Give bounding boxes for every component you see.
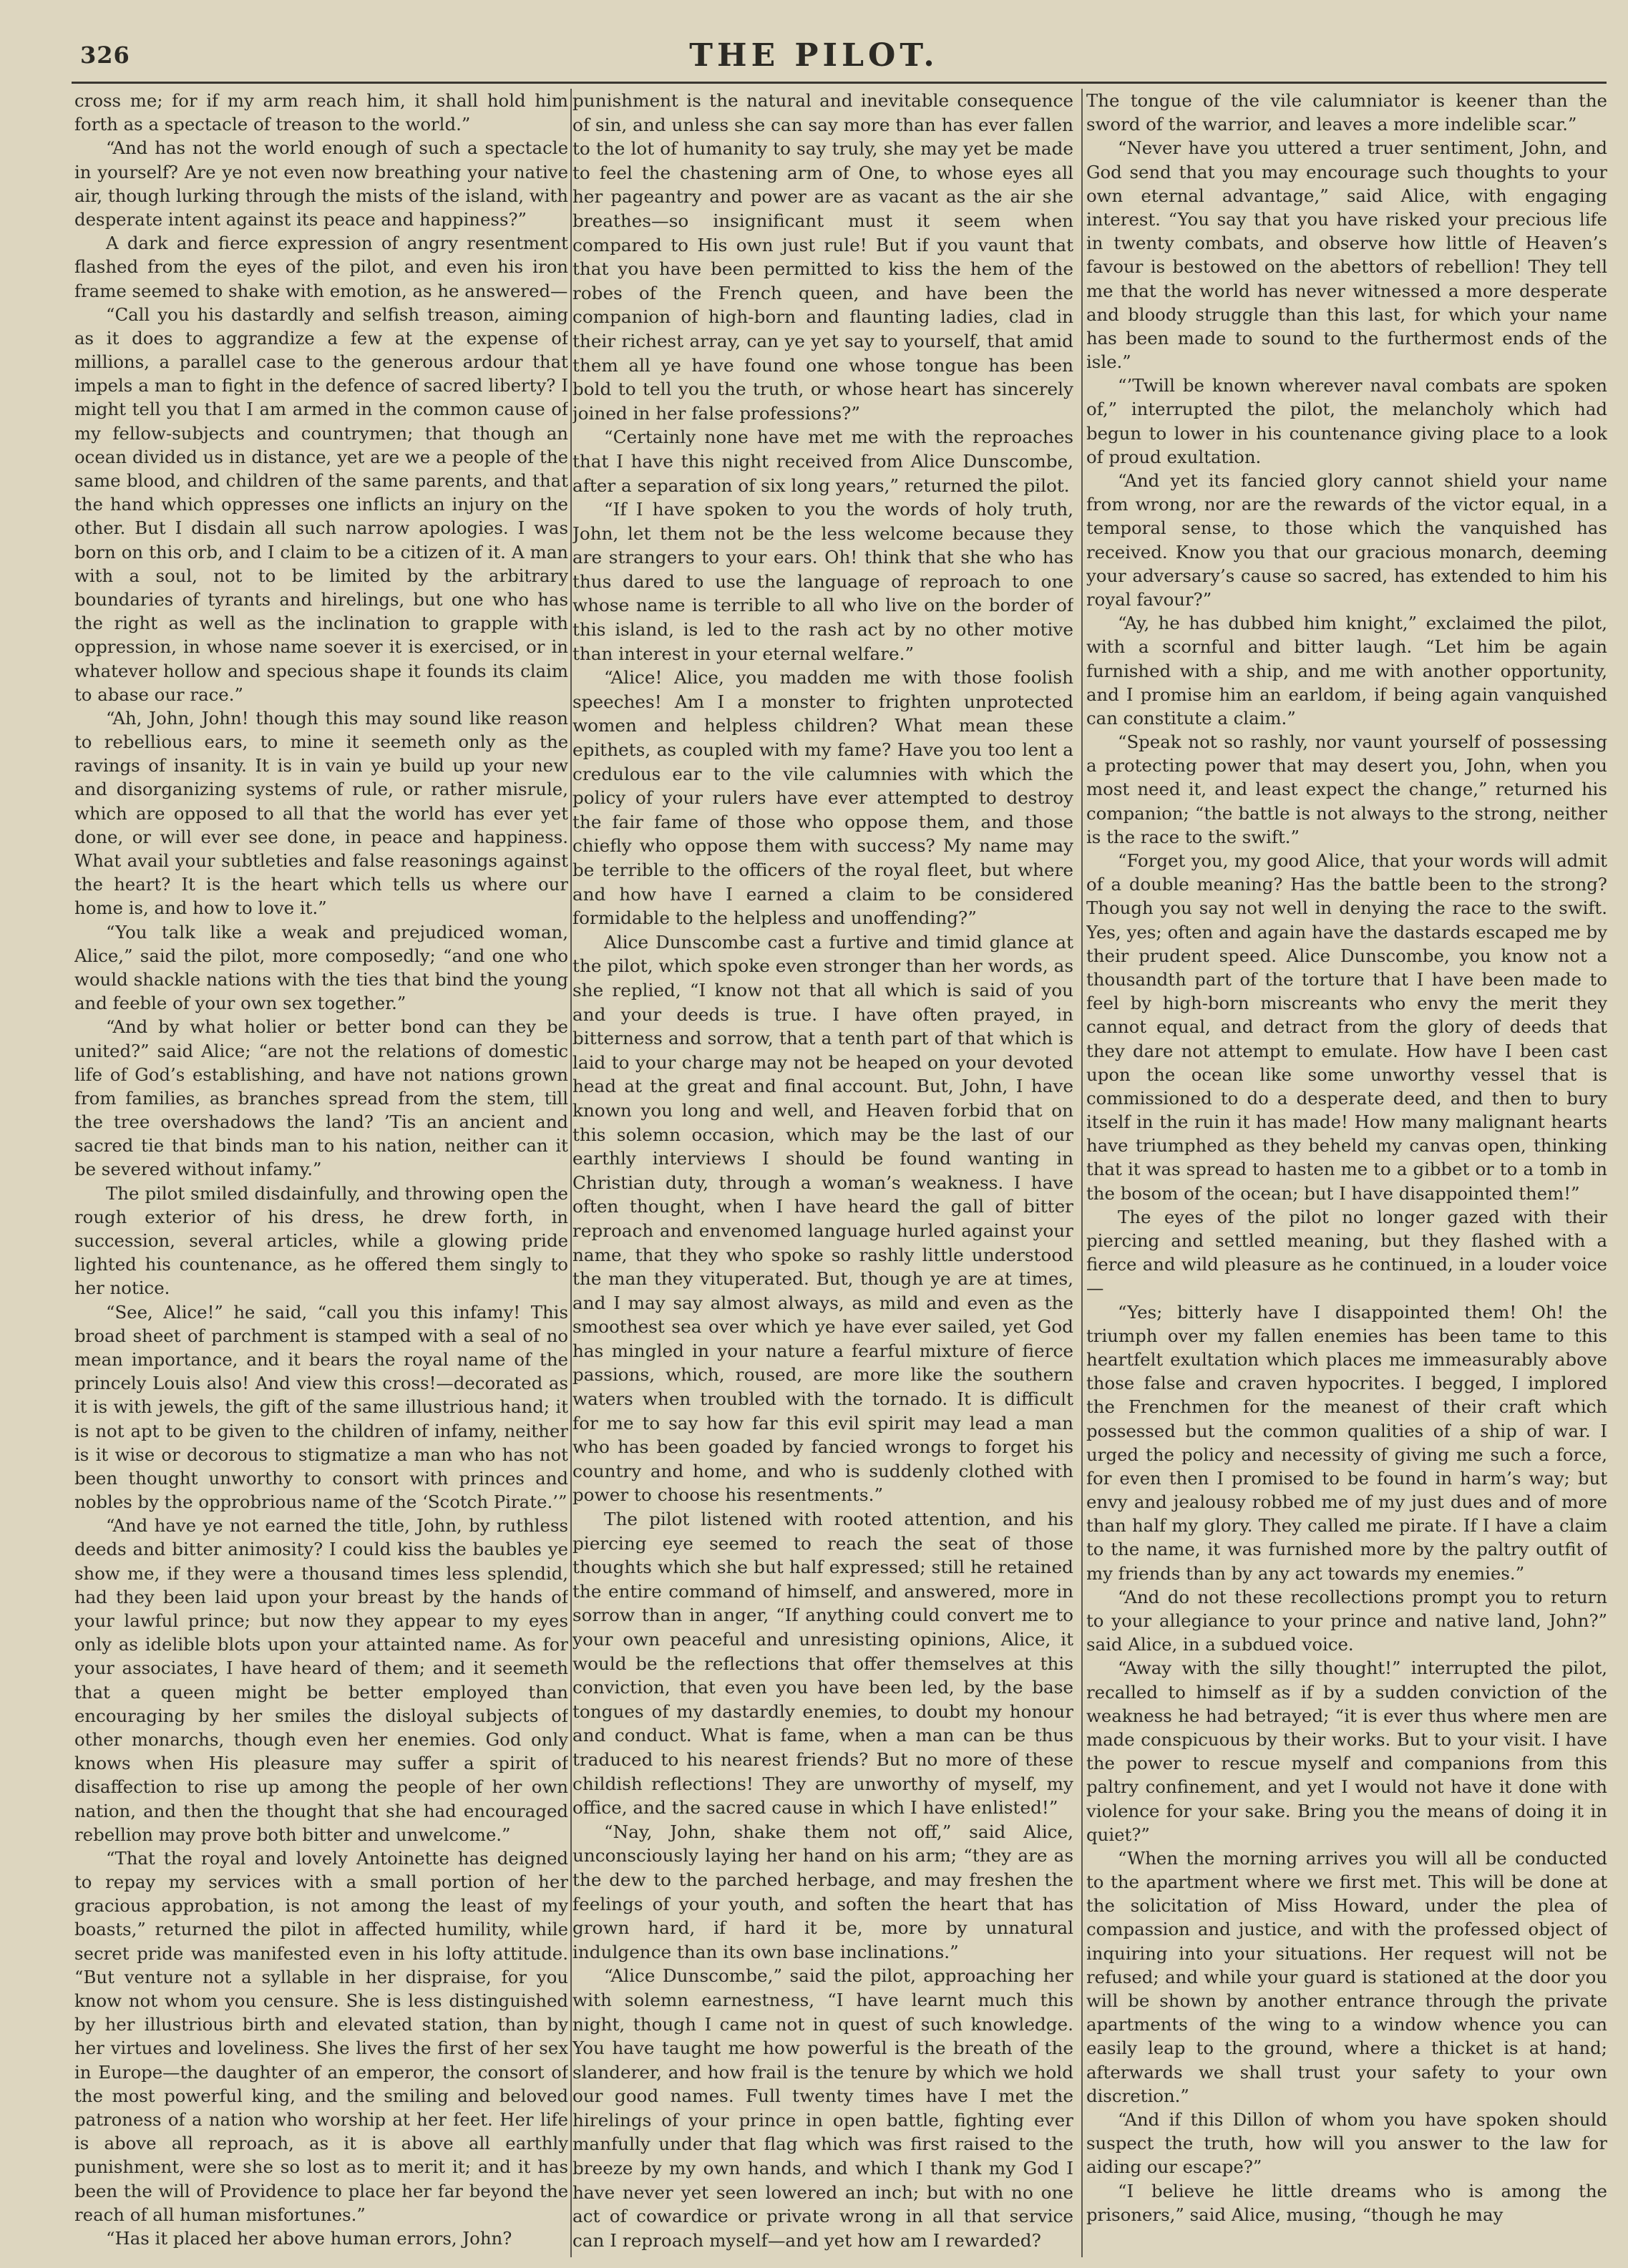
paragraph: “And by what holier or better bond can they be united?” said Alice; “are not the relations of domestic life of God’s establishing, and have not nations grown from families, as branches spread from the stem, till the tree overshadows the land? ’Tis an ancient and sacred tie that binds man to his nation, neither can it be severed without infamy.”	[74, 1016, 568, 1180]
paragraph: “You talk like a weak and prejudiced woman, Alice,” said the pilot, more composedly; “and one who would shackle nations with the ties that bind the young and feeble of your own sex together.”	[74, 921, 568, 1014]
paragraph: “Certainly none have met me with the reproaches that I have this night received from Alice Dunscombe, after a separation of six long years,” returned the pilot.	[572, 427, 1073, 496]
running-title: THE PILOT.	[689, 37, 939, 74]
paragraph: punishment is the natural and inevitable consequence of sin, and unless she can say more than has ever fallen to the lot of humanity to say truly, she may yet be made to feel the chastening arm of One, to whose eyes all her pageantry and power are as vacant as the air she breathes—so insignificant must it seem when compared to His own just rule! But if you vaunt that that you have been permitted to kiss the hem of the robes of the French queen, and have been the companion of high-born and flaunting ladies, clad in their richest array, can ye yet say to yourself, that amid them all ye have found one whose tongue has been bold to tell you the truth, or whose heart has sincerely joined in her false professions?”	[572, 90, 1073, 424]
paragraph: “And yet its fancied glory cannot shield your name from wrong, nor are the rewards of the victor equal, in a temporal sense, to those which the vanquished has received. Know you that our gracious monarch, deeming your adversary’s cause so sacred, has extended to him his royal favour?”	[1086, 470, 1607, 610]
paragraph: “See, Alice!” he said, “call you this infamy! This broad sheet of parchment is stamped with a seal of no mean importance, and it bears the royal name of the princely Louis also! And view this cross!—decorated as it is with jewels, the gift of the same illustrious hand; it is not apt to be given to the children of infamy, neither is it wise or decorous to stigmatize a man who has not been thought unworthy to consort with princes and nobles by the opprobrious name of the ‘Scotch Pirate.’”	[74, 1301, 568, 1513]
paragraph: “Alice Dunscombe,” said the pilot, approaching her with solemn earnestness, “I have learnt much this night, though I came not in quest of such knowledge. You have taught me how powerful is the breath of the slanderer, and how frail is the tenure by which we hold our good names. Full twenty times have I met the hirelings of your prince in open battle, fighting ever manfully under that flag which was first raised to the breeze by my own hands, and which I thank my God I have never yet seen lowered an inch; but with no one act of cowardice or private wrong in all that service can I reproach myself—and yet how am I rewarded?	[572, 1965, 1073, 2251]
paragraph: A dark and fierce expression of angry resentment flashed from the eyes of the pilot, and even his iron frame seemed to shake with emotion, as he answered—	[74, 233, 568, 301]
paragraph: “Never have you uttered a truer sentiment, John, and God send that you may encourage such thoughts to your own eternal advantage,” said Alice, with engaging interest. “You say that you have risked your precious life in twenty combats, and observe how little of Heaven’s favour is bestowed on the abettors of rebellion! They tell me that the world has never witnessed a more desperate and bloody struggle than this last, for which your name has been made to sound to the furthermost ends of the isle.”	[1086, 137, 1607, 373]
paragraph: “And if this Dillon of whom you have spoken should suspect the truth, how will you answer to the law for aiding our escape?”	[1086, 2108, 1607, 2178]
paragraph: “Yes; bitterly have I disappointed them! Oh! the triumph over my fallen enemies has been tame to this heartfelt exultation which places me immeasurably above those false and craven hypocrites. I begged, I implored the Frenchmen for the meanest of their craft which possessed but the common qualities of a ship of war. I urged the policy and necessity of giving me such a force, for even then I promised to be found in harm’s way; but envy and jealousy robbed me of my just dues and of more than half my glory. They called me pirate. If I have a claim to the name, it was furnished more by the paltry outfit of my friends than by any act towards my enemies.”	[1086, 1301, 1607, 1584]
paragraph: “’Twill be known wherever naval combats are spoken of,” interrupted the pilot, the melancholy which had begun to lower in his countenance giving place to a look of proud exultation.	[1086, 375, 1607, 467]
paragraph: “Nay, John, shake them not off,” said Alice, unconsciously laying her hand on his arm; “they are as the dew to the parched herbage, and may freshen the feelings of your youth, and soften the heart that has grown hard, if hard it be, more by unnatural indulgence than its own base inclinations.”	[572, 1821, 1073, 1962]
paragraph: “Ay, he has dubbed him knight,” exclaimed the pilot, with a scornful and bitter laugh. “Let him be again furnished with a ship, and me with another opportunity, and I promise him an earldom, if being again vanquished can constitute a claim.”	[1086, 613, 1607, 729]
paragraph: “Has it placed her above human errors, John?	[106, 2227, 512, 2249]
paragraph: “Call you his dastardly and selfish treason, aiming as it does to aggrandize a few at the expense of millions, a parallel case to the generous ardour that impels a man to fight in the defence of sacred liberty? I might tell you that I am armed in the common cause of my fellow-subjects and countrymen; that though an ocean divided us in distance, yet are we a people of the same blood, and children of the same parents, and that the hand which oppresses one inflicts an injury on the other. But I disdain all such narrow apologies. I was born on this orb, and I claim to be a citizen of it. A man with a soul, not to be limited by the arbitrary boundaries of tyrants and hirelings, but one who has the right as well as the inclination to grapple with oppression, in whose name soever it is exercised, or in whatever hollow and specious shape it founds its claim to abase our race.”	[74, 303, 568, 705]
paragraph: The tongue of the vile calumniator is keener than the sword of the warrior, and leaves a more indelible scar.”	[1086, 90, 1607, 135]
paragraph: “Speak not so rashly, nor vaunt yourself of possessing a protecting power that may desert you, John, when you most need it, and least expect the change,” returned his companion; “the battle is not always to the strong, neither is the race to the swift.”	[1086, 731, 1607, 847]
paragraph: “When the morning arrives you will all be conducted to the apartment where we first met. This will be done at the solicitation of Miss Howard, under the plea of compassion and justice, and with the professed object of inquiring into your situations. Her request will not be refused; and while your guard is stationed at the door you will be shown by another entrance through the private apartments of the wing to a window whence you can easily leap to the ground, where a thicket is at hand; afterwards we shall trust your safety to your own discretion.”	[1086, 1847, 1607, 2106]
paragraph: “And has not the world enough of such a spectacle in yourself? Are ye not even now breathing your native air, though lurking through the mists of the island, with desperate intent against its peace and happiness?”	[74, 137, 568, 230]
text-column-1	[74, 89, 568, 2257]
paragraph: “Ah, John, John! though this may sound like reason to rebellious ears, to mine it seemeth only as the ravings of insanity. It is in vain ye build up your new and disorganizing systems of rule, or rather misrule, which are opposed to all that the world has ever yet done, or will ever see done, in peace and happiness. What avail your subtleties and false reasonings against the heart? It is the heart which tells us where our home is, and how to love it.”	[74, 707, 568, 919]
paragraph: cross me; for if my arm reach him, it shall hold him forth as a spectacle of treason to the world.”	[74, 90, 568, 135]
column-divider	[1081, 89, 1083, 2257]
page-number: 326	[80, 42, 130, 69]
paragraph: “And have ye not earned the title, John, by ruthless deeds and bitter animosity? I could kiss the baubles ye show me, if they were a thousand times less splendid, had they been laid upon your breast by the hands of your lawful prince; but now they appear to my eyes only as idelible blots upon your attainted name. As for your associates, I have heard of them; and it seemeth that a queen might be better employed than encouraging by her smiles the disloyal subjects of other monarchs, though even her enemies. God only knows when His pleasure may suffer a spirit of disaffection to rise up among the people of her own nation, and then the thought that she had encouraged rebellion may prove both bitter and unwelcome.”	[74, 1515, 568, 1845]
paragraph: “Away with the silly thought!” interrupted the pilot, recalled to himself as if by a sudden conviction of the weakness he had betrayed; “it is ever thus where men are made conspicuous by their works. But to your visit. I have the power to rescue myself and companions from this paltry confinement, and yet I would not have it done with violence for your sake. Bring you the means of doing it in quiet?”	[1086, 1658, 1607, 1845]
paragraph: Alice Dunscombe cast a furtive and timid glance at the pilot, which spoke even stronger than her words, as she replied, “I know not that all which is said of you and your deeds is true. I have often prayed, in bitterness and sorrow, that a tenth part of that which is laid to your charge may not be heaped on your devoted head at the great and final account. But, John, I have known you long and well, and Heaven forbid that on this solemn occasion, which may be the last of our earthly interviews I should be found wanting in Christian duty, through a woman’s weakness. I have often thought, when I have heard the gall of bitter reproach and envenomed language hurled against your name, that they who spoke so rashly little understood the man they vituperated. But, though ye are at times, and I may say almost always, as mild and even as the smoothest sea over which ye have ever sailed, yet God has mingled in your nature a fearful mixture of fierce passions, which, roused, are more like the southern waters when troubled with the tornado. It is difficult for me to say how far this evil spirit may lead a man who has been goaded by fancied wrongs to forget his country and home, and who is suddenly clothed with power to choose his resentments.”	[572, 931, 1073, 1506]
paragraph: “That the royal and lovely Antoinette has deigned to repay my services with a small portion of her gracious approbation, is not among the least of my boasts,” returned the pilot in affected humility, while secret pride was manifested even in his lofty attitude. “But venture not a syllable in her dispraise, for you know not whom you censure. She is less distinguished by her illustrious birth and elevated station, than by her virtues and loveliness. She lives the first of her sex in Europe—the daughter of an emperor, the consort of the most powerful king, and the smiling and beloved patroness of a nation who worship at her feet. Her life is above all reproach, as it is above all earthly punishment, were she so lost as to merit it; and it has been the will of Providence to place her far beyond the reach of all human misfortunes.”	[74, 1847, 568, 2225]
paragraph: “If I have spoken to you the words of holy truth, John, let them not be the less welcome because they are strangers to your ears. Oh! think that she who has thus dared to use the language of reproach to one whose name is terrible to all who live on the border of this island, is led to the rash act by no other motive than interest in your eternal welfare.”	[572, 499, 1073, 664]
paragraph: “Alice! Alice, you madden me with those foolish speeches! Am I a monster to frighten unprotected women and helpless children? What mean these epithets, as coupled with my fame? Have you too lent a credulous ear to the vile calumnies with which the policy of your rulers have ever attempted to destroy the fair fame of those who oppose them, and those chiefly who oppose them with success? My name may be terrible to the officers of the royal fleet, but where and how have I earned a claim to be considered formidable to the helpless and unoffending?”	[572, 667, 1073, 929]
paragraph: The pilot listened with rooted attention, and his piercing eye seemed to reach the seat of those thoughts which she but half expressed; still he retained the entire command of himself, and answered, more in sorrow than in anger, “If anything could convert me to your own peaceful and unresisting opinions, Alice, it would be the reflections that offer themselves at this conviction, that even you have been led, by the base tongues of my dastardly enemies, to doubt my honour and conduct. What is fame, when a man can be thus traduced to his nearest friends? But no more of these childish reflections! They are unworthy of myself, my office, and the sacred cause in which I have enlisted!”	[572, 1509, 1073, 1819]
header-rule	[72, 82, 1607, 84]
paragraph: “I believe he little dreams who is among the prisoners,” said Alice, musing, “though he may	[1086, 2180, 1607, 2225]
paragraph: The pilot smiled disdainfully, and throwing open the rough exterior of his dress, he drew forth, in succession, several articles, while a glowing pride lighted his countenance, as he offered them singly to her notice.	[74, 1182, 568, 1299]
paragraph: The eyes of the pilot no longer gazed with their piercing and settled meaning, but they flashed with a fierce and wild pleasure as he continued, in a louder voice—	[1086, 1206, 1607, 1299]
text-column-2	[572, 89, 1073, 2257]
text-column-3	[1086, 89, 1607, 2257]
paragraph: “Forget you, my good Alice, that your words will admit of a double meaning? Has the battle been to the strong? Though you say not well in denying the race to the swift. Yes, yes; often and again have the dastards escaped me by their prudent speed. Alice Dunscombe, you know not a thousandth part of the torture that I have been made to feel by high-born miscreants who envy the merit they cannot equal, and detract from the glory of deeds that they dare not attempt to emulate. How have I been cast upon the ocean like some unworthy vessel that is commissioned to do a desperate deed, and then to bury itself in the ruin it has made! How many malignant hearts have triumphed as they beheld my canvas open, thinking that it was spread to hasten me to a gibbet or to a tomb in the bosom of the ocean; but I have disappointed them!”	[1086, 850, 1607, 1204]
paragraph: “And do not these recollections prompt you to return to your allegiance to your prince and native land, John?” said Alice, in a subdued voice.	[1086, 1586, 1607, 1655]
column-divider	[570, 89, 572, 2257]
